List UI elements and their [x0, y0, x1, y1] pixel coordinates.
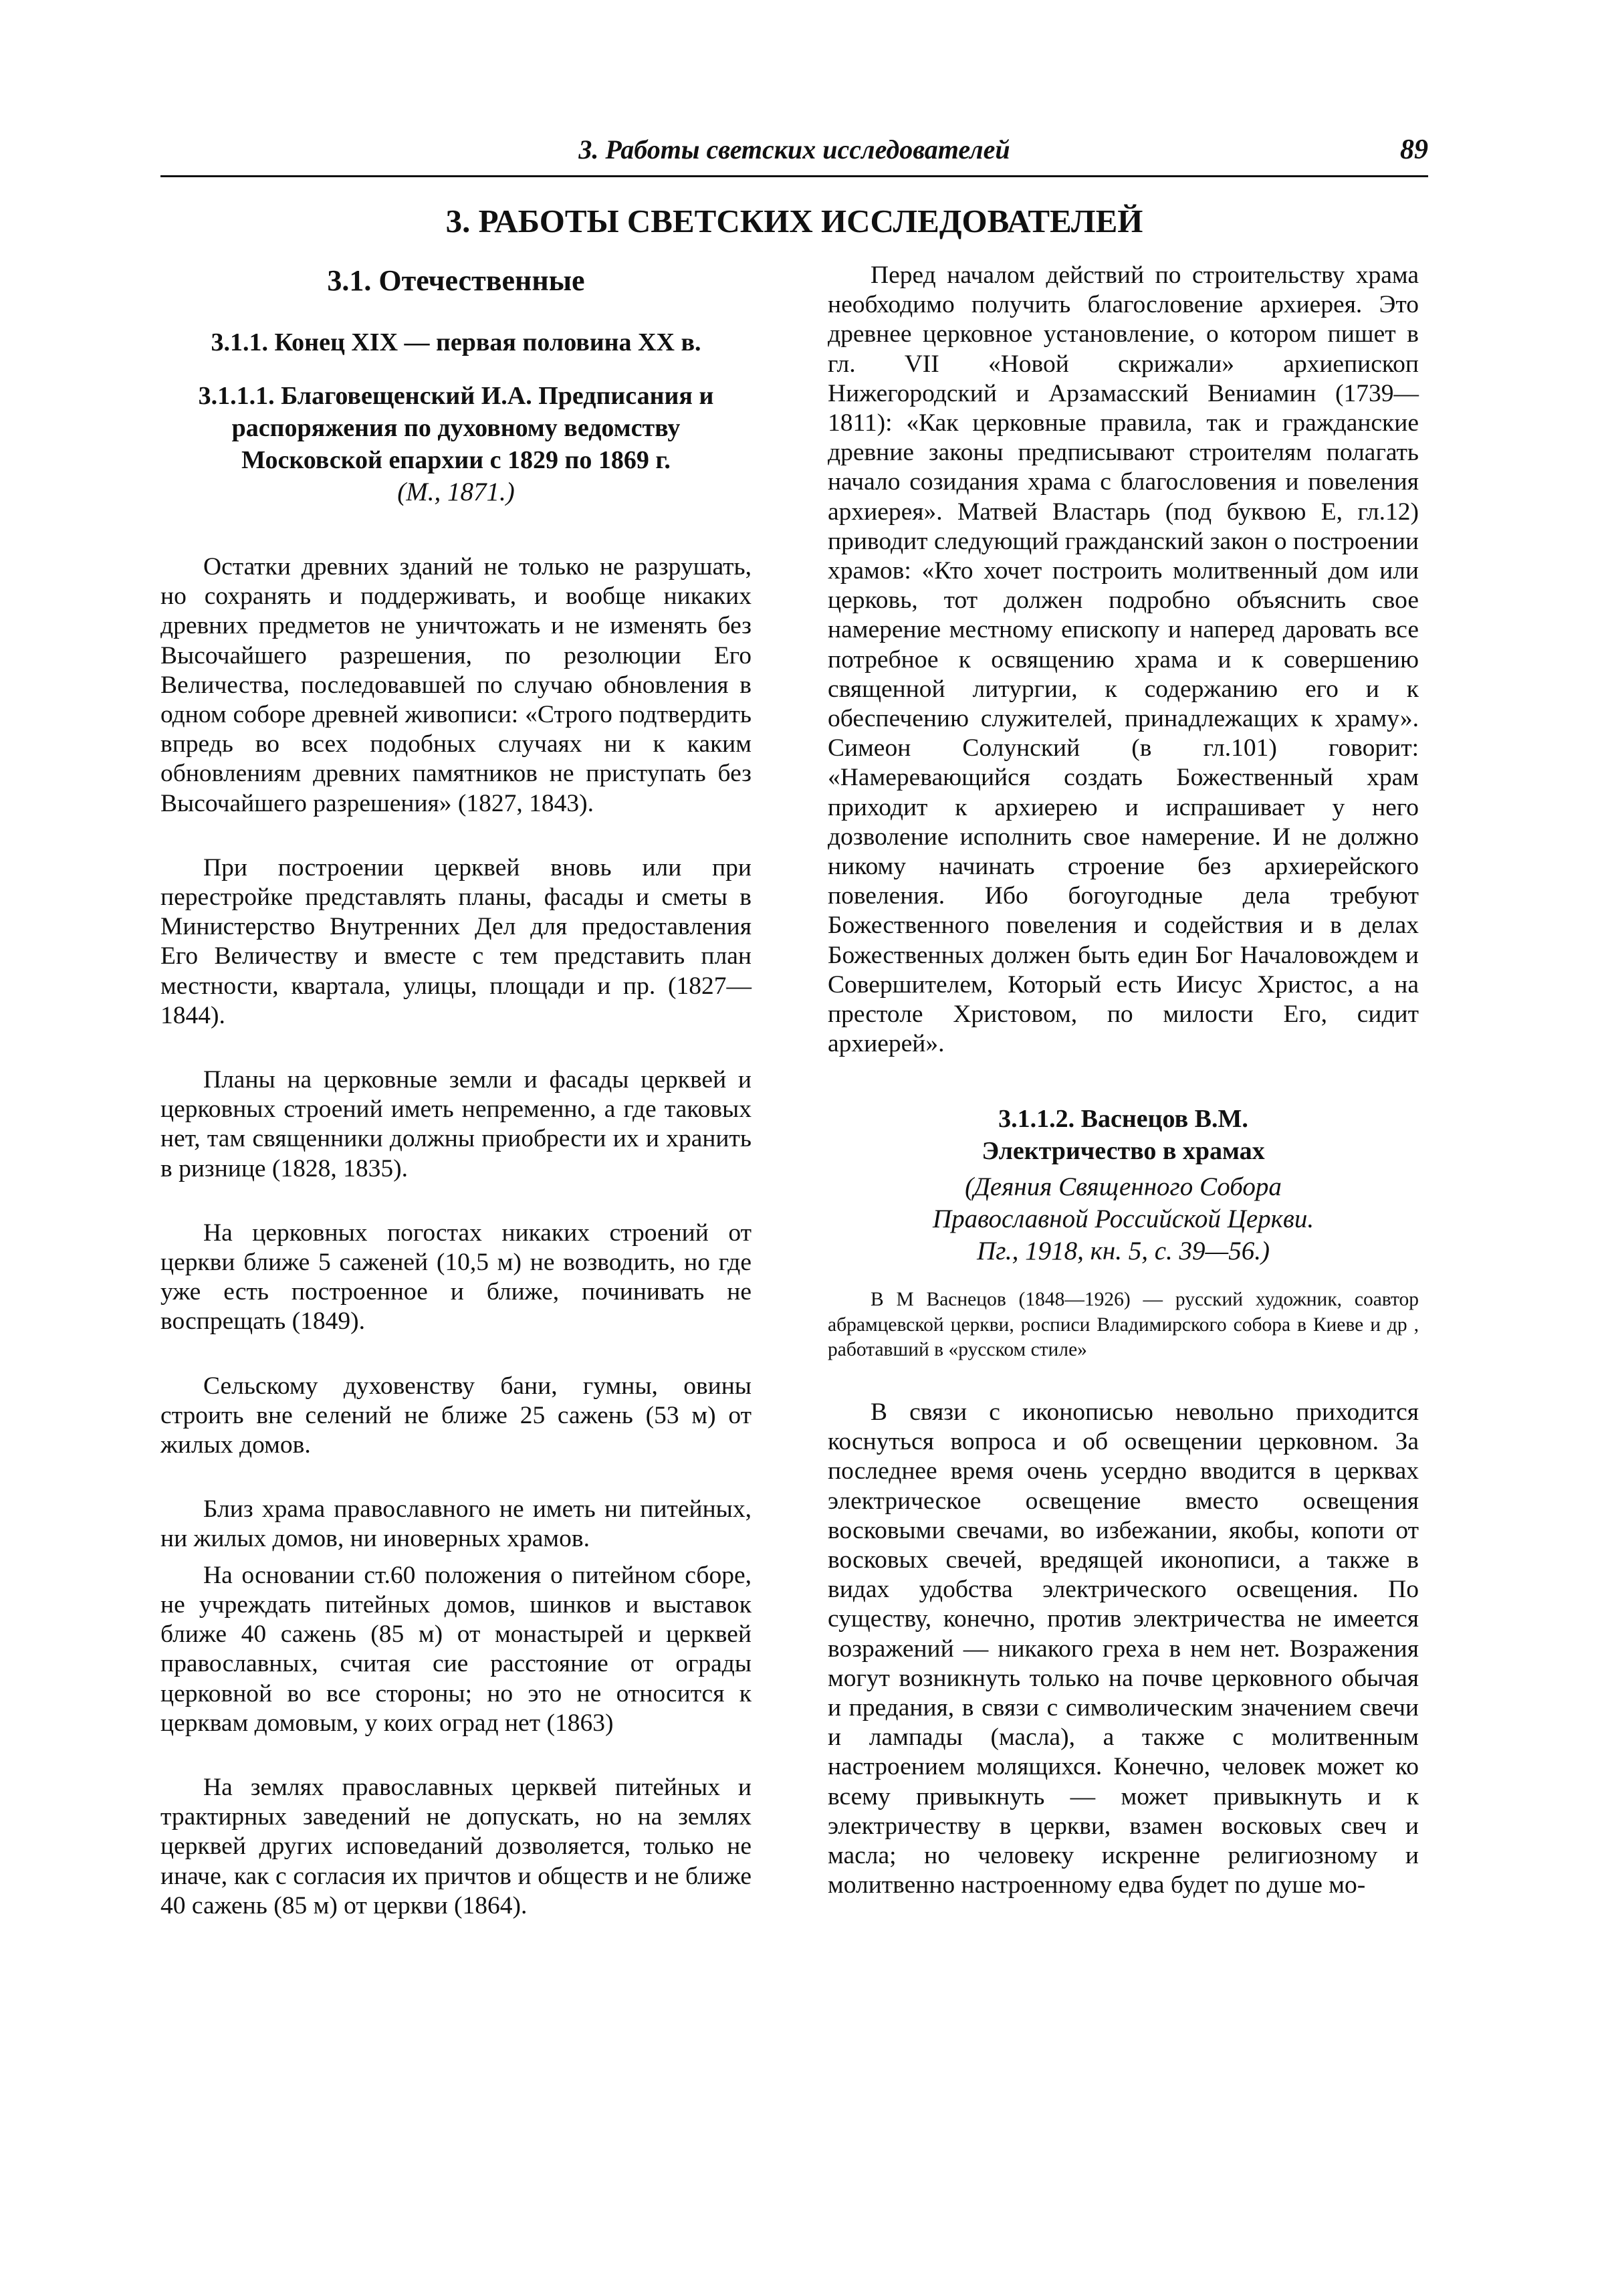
paragraph: На церковных погостах никаких строений от церкви ближе 5 саженей (10,5 м) не возводить, но где уже есть построенное и ближе, починивать не воспрещать (1849).: [160, 1219, 752, 1336]
biographical-note: В М Васнецов (1848—1926) — русский художник, соавтор абрамцевской церкви, росписи Владимирского собора в Киеве и др , работавший в «русском стиле»: [828, 1289, 1419, 1361]
paragraph: В связи с иконописью невольно приходится коснуться вопроса и об освещении церковном. За последнее время очень усердно вводится в церквах электрическое освещение вместо освещения восковыми свечами, во избежании, якобы, копоти от восковых свечей, вредящей иконописи, а также в видах удобства электрического освещения. По существу, конечно, против электричества не имеется возражений — никакого греха в нем нет. Возражения могут возникнуть только на почве церковного обычая и предания, в связи с символическим значением свечи и лампады (масла), а также с молитвенным настроением молящихся. Конечно, человек может ко всему привыкнуть — может привыкнуть и к электричеству в церкви, взамен восковых свеч и масла; но человеку искренне религиозному и молитвенно настроенному едва будет по душе мо-: [828, 1398, 1419, 1899]
item-source: (Деяния Священного Собора: [965, 1172, 1282, 1202]
paragraph: Остатки древних зданий не только не разрушать, но сохранять и поддерживать, и вообще никаких древних предметов не уничтожать и не изменять без Высочайшего разрешения, по резолюции Его Величества, последовавшей по случаю обновления в одном соборе древней живописи: «Строго подтвердить впредь во всех подобных случаях ни к каким обновлениям древних памятников не приступать без Высочайшего разрешения» (1827, 1843).: [160, 553, 752, 817]
header-rule: [160, 175, 1428, 177]
right-column: [828, 261, 1419, 1900]
item-source: Православной Российской Церкви.: [932, 1205, 1314, 1234]
page-number: 89: [1400, 134, 1428, 165]
left-column: [160, 261, 752, 1921]
item-source: (М., 1871.): [397, 478, 515, 506]
subsection-title: 3.1.1. Конец XIX — первая половина XX в.: [211, 328, 701, 356]
paragraph: На землях православных церквей питейных и трактирных заведений не допускать, но на землях церквей других исповеданий дозволяется, только не иначе, как с согласия их причтов и обществ и не ближе 40 сажень (85 м) от церкви (1864).: [160, 1773, 752, 1919]
paragraph: Близ храма православного не иметь ни питейных, ни жилых домов, ни иноверных храмов.: [160, 1495, 752, 1553]
item-title: 3.1.1.1. Благовещенский И.А. Предписания и распоряжения по духовному ведомству Московской епархии с 1829 по 1869 г.: [198, 382, 714, 474]
paragraph: Планы на церковные земли и фасады церквей и церковных строений иметь непременно, а где таковых нет, там священники должны приобрести их и хранить в ризнице (1828, 1835).: [160, 1066, 752, 1182]
paragraph: При построении церквей вновь или при перестройке представлять планы, фасады и сметы в Министерство Внутренних Дел для предоставления Его Величеству и вместе с тем представить план местности, квартала, улицы, площади и пр. (1827—1844).: [160, 853, 752, 1029]
item-title: Электричество в храмах: [982, 1137, 1265, 1166]
paragraph: Сельскому духовенству бани, гумны, овины строить вне селений не ближе 25 сажень (53 м) от жилых домов.: [160, 1372, 752, 1459]
chapter-title: 3. РАБОТЫ СВЕТСКИХ ИССЛЕДОВАТЕЛЕЙ: [445, 203, 1143, 239]
paragraph: Перед началом действий по строительству храма необходимо получить благословение архиерея. Это древнее церковное установление, о котором пишет в гл. VII «Новой скрижали» архиепископ Нижегородский и Арзамасский Вениамин (1739—1811): «Как церковные правила, так и гражданские древние законы предписывают строителям полагать начало созидания храма с благословения и повеления архиерея». Матвей Властарь (под буквою Е, гл.12) приводит следующий гражданский закон о построении храмов: «Кто хочет построить молитвенный дом или церковь, тот должен подробно объяснить свое намерение местному епископу и наперед даровать все потребное к освящению храма и к совершению священной литургии, к содержанию его и к обеспечению служителей, принадлежащих к храму». Симеон Солунский (в гл.101) говорит: «Намеревающийся создать Божественный храм приходит к архиерею и испрашивает у него дозволение исполнить свое намерение. И не должно никому начинать строение без архиерейского повеления. Ибо богоугодные дела требуют Божественного повеления и содействия и в делах Божественных должен быть един Бог Началовождем и Совершителем, Который есть Иисус Христос, а на престоле Христовом, по милости Его, сидит архиерей».: [828, 262, 1419, 1058]
item-header: [828, 1103, 1419, 1267]
running-header: [160, 131, 1428, 178]
section-title: 3.1. Отечественные: [327, 264, 585, 297]
item-source: Пг., 1918, кн. 5, с. 39—56.): [977, 1237, 1270, 1266]
running-title: 3. Работы светских исследователей: [578, 134, 1010, 165]
item-title: 3.1.1.2. Васнецов В.М.: [998, 1105, 1248, 1134]
paragraph: На основании ст.60 положения о питейном сборе, не учреждать питейных домов, шинков и выставок ближе 40 сажень (85 м) от монастырей и церквей православных, считая сие расстояние от ограды церковной во все стороны; но это не относится к церквам домовым, у коих оград нет (1863): [160, 1561, 752, 1737]
